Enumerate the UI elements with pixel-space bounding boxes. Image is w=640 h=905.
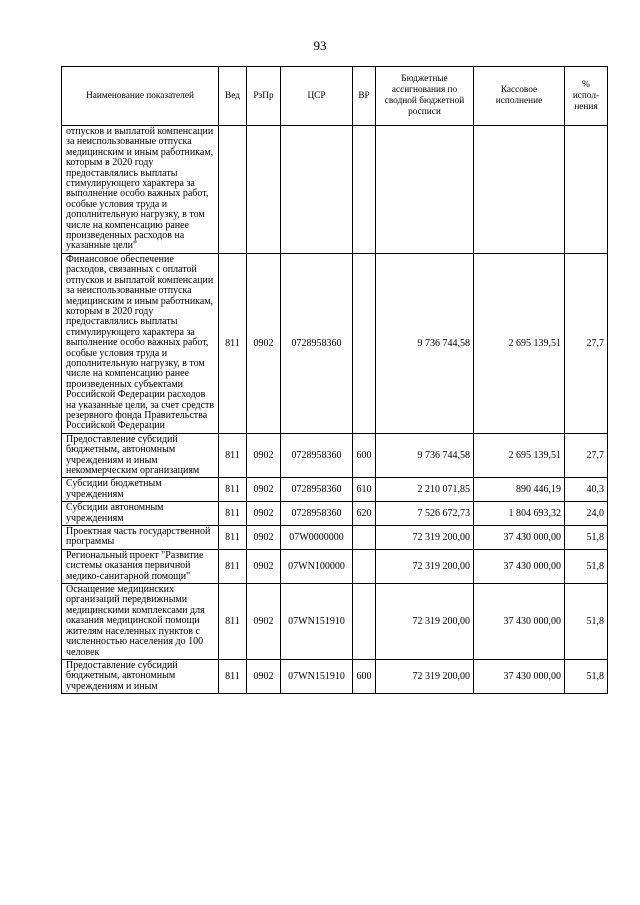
row-csr-cell: 0728958360 <box>281 502 353 526</box>
row-rzpr-cell: 0902 <box>247 502 281 526</box>
row-budget-cell: 9 736 744,58 <box>376 433 474 478</box>
row-name-cell: Субсидии автономным учреждениям <box>62 502 219 526</box>
row-ved-cell <box>219 126 247 254</box>
row-cash-cell <box>474 126 565 254</box>
table-row <box>62 126 608 254</box>
row-cash-cell: 37 430 000,00 <box>474 659 565 693</box>
row-pct-cell: 51,8 <box>565 526 608 550</box>
row-ved-cell: 811 <box>219 433 247 478</box>
row-name-cell: Субсидии бюджетным учреждениям <box>62 478 219 502</box>
row-rzpr-cell <box>247 126 281 254</box>
row-name-cell: Региональный проект "Развитие системы оказания первичной медико-санитарной помощи" <box>62 549 219 583</box>
header-csr: ЦСР <box>281 67 353 126</box>
row-ved-cell: 811 <box>219 502 247 526</box>
row-ved-cell: 811 <box>219 526 247 550</box>
row-cash-cell: 1 804 693,32 <box>474 502 565 526</box>
row-rzpr-cell: 0902 <box>247 526 281 550</box>
row-rzpr-cell: 0902 <box>247 478 281 502</box>
row-csr-cell: 0728958360 <box>281 433 353 478</box>
row-name-cell: Проектная часть государственной программы <box>62 526 219 550</box>
row-csr-cell: 07WN100000 <box>281 549 353 583</box>
row-vr-cell: 620 <box>353 502 376 526</box>
row-name-cell: отпусков и выплатой компенсации за неиспользованные отпуска медицинским и иным работникам, которым в 2020 году предоставлялись выплаты стимулирующего характера за выполнение особо важных работ, особые условия труда и дополнительную нагрузку, в том числе на компенсацию ранее произведенных расходов на указанные цели" <box>62 126 219 254</box>
row-csr-cell: 07WN151910 <box>281 584 353 660</box>
row-vr-cell: 600 <box>353 659 376 693</box>
header-budget: Бюджетные ассигнования по сводной бюджетной росписи <box>376 67 474 126</box>
row-budget-cell: 7 526 672,73 <box>376 502 474 526</box>
row-cash-cell: 37 430 000,00 <box>474 584 565 660</box>
row-budget-cell: 72 319 200,00 <box>376 584 474 660</box>
row-name-cell: Финансовое обеспечение расходов, связанных с оплатой отпусков и выплатой компенсации за неиспользованные отпуска медицинским и иным работникам, которым в 2020 году предоставлялись выплаты стимулирующего характера за выполнение особо важных работ, особые условия труда и дополнительную нагрузку, в том числе на компенсацию ранее произведенных субъектами Российской Федерации расходов на указанные цели, за счет средств резервного фонда Правительства Российской Федерации <box>62 253 219 433</box>
row-budget-cell: 2 210 071,85 <box>376 478 474 502</box>
row-budget-cell: 72 319 200,00 <box>376 526 474 550</box>
header-name: Наименование показателей <box>62 67 219 126</box>
row-csr-cell: 07WN151910 <box>281 659 353 693</box>
table-header-row <box>62 67 608 126</box>
header-rzpr: РзПр <box>247 67 281 126</box>
row-ved-cell: 811 <box>219 478 247 502</box>
row-vr-cell <box>353 549 376 583</box>
row-ved-cell: 811 <box>219 549 247 583</box>
row-ved-cell: 811 <box>219 253 247 433</box>
budget-execution-table <box>61 66 608 694</box>
row-cash-cell: 2 695 139,51 <box>474 433 565 478</box>
row-budget-cell: 72 319 200,00 <box>376 549 474 583</box>
row-vr-cell: 600 <box>353 433 376 478</box>
row-budget-cell: 72 319 200,00 <box>376 659 474 693</box>
table-row <box>62 584 608 660</box>
row-pct-cell: 24,0 <box>565 502 608 526</box>
row-csr-cell: 07W0000000 <box>281 526 353 550</box>
row-rzpr-cell: 0902 <box>247 433 281 478</box>
page-number: 93 <box>313 38 327 53</box>
row-pct-cell: 51,8 <box>565 659 608 693</box>
table-row <box>62 659 608 693</box>
row-cash-cell: 890 446,19 <box>474 478 565 502</box>
table-row <box>62 526 608 550</box>
row-rzpr-cell: 0902 <box>247 584 281 660</box>
header-pct: % испол-нения <box>565 67 608 126</box>
row-vr-cell <box>353 584 376 660</box>
row-cash-cell: 37 430 000,00 <box>474 549 565 583</box>
row-cash-cell: 2 695 139,51 <box>474 253 565 433</box>
row-csr-cell: 0728958360 <box>281 478 353 502</box>
row-pct-cell <box>565 126 608 254</box>
row-pct-cell: 51,8 <box>565 584 608 660</box>
row-budget-cell: 9 736 744,58 <box>376 253 474 433</box>
row-vr-cell <box>353 526 376 550</box>
table-row <box>62 549 608 583</box>
row-budget-cell <box>376 126 474 254</box>
row-rzpr-cell: 0902 <box>247 659 281 693</box>
row-vr-cell: 610 <box>353 478 376 502</box>
row-ved-cell: 811 <box>219 584 247 660</box>
row-pct-cell: 27,7 <box>565 433 608 478</box>
header-cash: Кассовое исполнение <box>474 67 565 126</box>
row-pct-cell: 40,3 <box>565 478 608 502</box>
row-csr-cell <box>281 126 353 254</box>
header-vr: ВР <box>353 67 376 126</box>
row-rzpr-cell: 0902 <box>247 253 281 433</box>
row-name-cell: Оснащение медицинских организаций передвижными медицинскими комплексами для оказания медицинской помощи жителям населенных пунктов с численностью населения до 100 человек <box>62 584 219 660</box>
row-pct-cell: 51,8 <box>565 549 608 583</box>
row-name-cell: Предоставление субсидий бюджетным, автономным учреждениям и иным некоммерческим организациям <box>62 433 219 478</box>
table-row <box>62 253 608 433</box>
row-rzpr-cell: 0902 <box>247 549 281 583</box>
table-row <box>62 502 608 526</box>
header-ved: Вед <box>219 67 247 126</box>
row-vr-cell <box>353 126 376 254</box>
row-csr-cell: 0728958360 <box>281 253 353 433</box>
row-name-cell: Предоставление субсидий бюджетным, автономным учреждениям и иным <box>62 659 219 693</box>
table-row <box>62 478 608 502</box>
row-ved-cell: 811 <box>219 659 247 693</box>
row-pct-cell: 27,7 <box>565 253 608 433</box>
table-row <box>62 433 608 478</box>
row-cash-cell: 37 430 000,00 <box>474 526 565 550</box>
row-vr-cell <box>353 253 376 433</box>
